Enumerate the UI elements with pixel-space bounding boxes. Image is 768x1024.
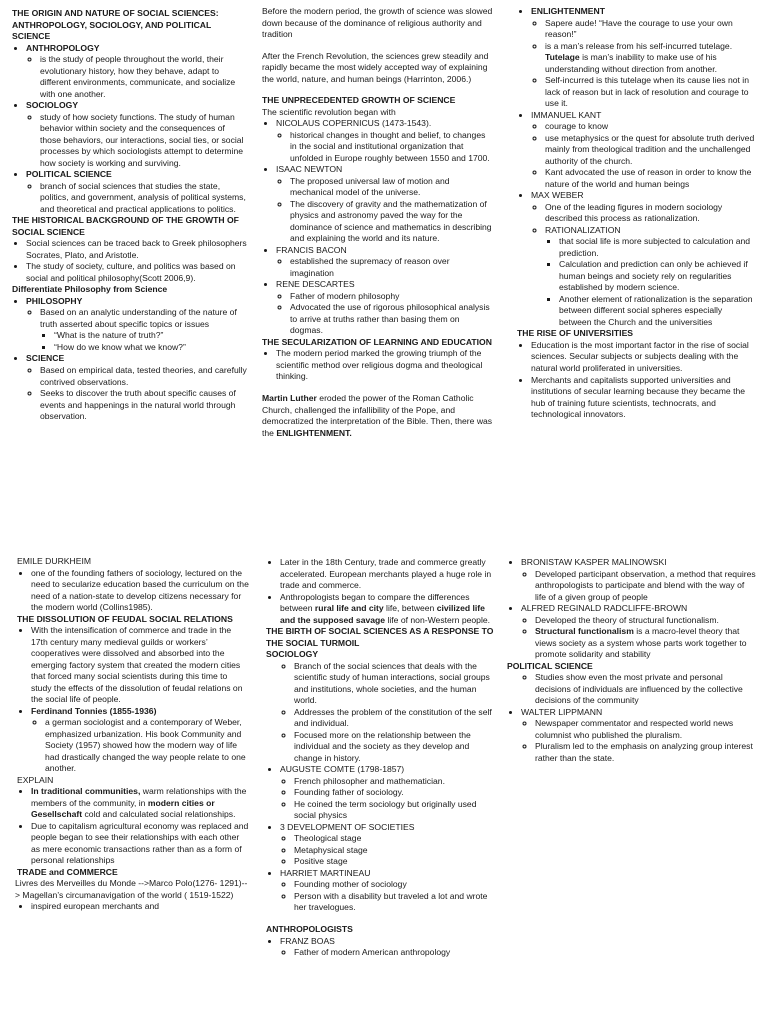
list-item: ◦ historical changes in thought and belief, to changes in the social and institutional organization that unfolded in Europe roughly between 1550 and 1700. (290, 130, 494, 165)
list-item: • The modern period marked the growing triumph of the scientific method over religious dogma and theological thinking. (276, 348, 494, 383)
list-item: ◦ Advocated the use of rigorous philosophical analysis to arrive at truths rather than basing them on dogmas. (290, 302, 494, 337)
section-heading: POLITICAL SCIENCE (507, 660, 593, 671)
column-1-top (12, 8, 248, 423)
list-item: ◦ Founding mother of sociology (294, 879, 494, 891)
list-item: • IMMANUEL KANT ◦ courage to know ◦ use metaphysics or the quest for absolute truth derived mainly from theological tradition and the unchallenged authority of the church. ◦ Kant advocated the use of reason in order to know the nature of the world and human beings (531, 110, 757, 191)
list-item: ◦ is a man’s release from his self-incurred tutelage. Tutelage is man’s inability to make use of his understanding without direction from another. (545, 41, 757, 76)
list-item: ◦ One of the leading figures in modern sociology described this process as rationalization. (545, 202, 757, 225)
column-3-bottom (507, 557, 757, 764)
list-item: ◦ Theological stage (294, 833, 494, 845)
section-heading: THE RISE OF UNIVERSITIES (517, 328, 634, 339)
list-item: • Education is the most important factor in the rise of social sciences. Secular subjects or subjects dealing with the natural world proliferated in universities. (531, 340, 757, 375)
section-heading: SOCIOLOGY (266, 649, 319, 660)
list-item: • Later in the 18th Century, trade and commerce greatly accelerated. European merchants played a huge role in trade and commerce. (280, 557, 494, 592)
section-heading: THE HISTORICAL BACKGROUND OF THE GROWTH OF SOCIAL SCIENCE (12, 215, 239, 237)
list-item: ◦ Structural functionalism is a macro-level theory that views society as a system whose parts work together to promote solidarity and stability (535, 626, 757, 661)
list-item: ▪ Another element of rationalization is the separation between different social spheres especially between the Church and the universities (559, 294, 757, 329)
list-item: ◦ use metaphysics or the quest for absolute truth derived mainly from theological tradition and the unchallenged authority of the church. (545, 133, 757, 168)
list-item: • inspired european merchants and (31, 901, 249, 913)
list-item: • In traditional communities, warm relationships with the members of the community, in modern cities or Gesellschaft cold and calculated social relationships. (31, 786, 249, 821)
list-item: ◦ Focused more on the relationship between the individual and the society as they develop and change in history. (294, 730, 494, 765)
list-item: ◦ Self-incurred is this tutelage when its cause lies not in lack of reason but in lack of resolution and courage to use it. (545, 75, 757, 110)
list-item: ◦ Seeks to discover the truth about specific causes of events and happenings in the natural world through observation. (40, 388, 248, 423)
list-item: • SOCIOLOGY ◦ study of how society functions. The study of human behavior within society and the consequences of those behaviors, our interactions, social ties, or social processes by which sociologists attempt to determine how society is working and surviving. (26, 100, 248, 169)
list-item: • RENE DESCARTES ◦ Father of modern philosophy ◦ Advocated the use of rigorous philosophical analysis to arrive at truths rather than basing them on dogmas. (276, 279, 494, 337)
list-item: ◦ Metaphysical stage (294, 845, 494, 857)
list-item: • ALFRED REGINALD RADCLIFFE-BROWN ◦ Developed the theory of structural functionalism. ◦ Structural functionalism is a macro-level theory that views society as a system whose parts work together to promote solidarity and stability (521, 603, 757, 661)
section-heading: TRADE and COMMERCE (17, 866, 118, 877)
list-item: ▪ “How do we know what we know?” (54, 342, 248, 354)
list-item: ◦ Addresses the problem of the constitution of the self and individual. (294, 707, 494, 730)
list-item: • Merchants and capitalists supported universities and institutions of secular learning because they became the hub of training future scientists, technocrats, and technological innovators. (531, 375, 757, 421)
list-item: ◦ Studies show even the most private and personal decisions of individuals are influenced by the collective decisions of the community (535, 672, 757, 707)
list-item: ◦ branch of social sciences that studies the state, politics, and government, analysis of political systems, and theoretical and practical applications to politics. (40, 181, 248, 216)
list-item: ◦ study of how society functions. The study of human behavior within society and the consequences of those behaviors, our interactions, social ties, or social processes by which sociologists attempt to determine how society is working and surviving. (40, 112, 248, 170)
list-item: • POLITICAL SCIENCE ◦ branch of social sciences that studies the state, politics, and government, analysis of political systems, and theoretical and practical applications to politics. (26, 169, 248, 215)
list-item: ◦ courage to know (545, 121, 757, 133)
list-item: • FRANCIS BACON ◦ established the supremacy of reason over imagination (276, 245, 494, 280)
paragraph: After the French Revolution, the sciences grew steadily and rapidly became the most widely accepted way of explaining the world, nature, and human beings (Harrinton, 2006.) (262, 50, 489, 84)
list-item: ◦ Pluralism led to the emphasis on analyzing group interest rather than the state. (535, 741, 757, 764)
list-item: • MAX WEBER ◦ One of the leading figures in modern sociology described this process as rationalization. ◦ RATIONALIZATION ▪ that social life is more subjected to calculation and prediction. ▪ Calculation and prediction can only be achieved if human beings and society rely on regularities established by modern science. ▪ Another element of rationalization is the separation between different social spheres especially between the Church and the universities (531, 190, 757, 328)
list-item: ◦ He coined the term sociology but originally used social physics (294, 799, 494, 822)
list-item: • Anthropologists began to compare the differences between rural life and city life, between civilized life and the supposed savage life of non-Western people. (280, 592, 494, 627)
list-item: ◦ Developed the theory of structural functionalism. (535, 615, 757, 627)
list-item: ▪ “What is the nature of truth?” (54, 330, 248, 342)
section-heading: THE DISSOLUTION OF FEUDAL SOCIAL RELATIONS (17, 613, 233, 624)
paragraph: Martin Luther eroded the power of the Roman Catholic Church, challenged the infallibility of the Pope, and democratized the interpretation of the Bible. Then, there was the ENLIGHTENMENT. (262, 392, 493, 438)
list-item: ◦ Person with a disability but traveled a lot and wrote her travelogues. (294, 891, 494, 914)
list-item: ◦ Father of modern philosophy (290, 291, 494, 303)
list-item: • ANTHROPOLOGY ◦ is the study of people throughout the world, their evolutionary history, how they behave, adapt to different environments, communicate, and socialize with one another. (26, 43, 248, 101)
list-item: ◦ French philosopher and mathematician. (294, 776, 494, 788)
list-item: ◦ Branch of the social sciences that deals with the scientific study of human interactions, social groups and institutions, whole societies, and the human world. (294, 661, 494, 707)
list-item: ▪ that social life is more subjected to calculation and prediction. (559, 236, 757, 259)
list-item: • 3 DEVELOPMENT OF SOCIETIES ◦ Theological stage ◦ Metaphysical stage ◦ Positive stage (280, 822, 494, 868)
list-item: ◦ Kant advocated the use of reason in order to know the nature of the world and human beings (545, 167, 757, 190)
section-heading: THE UNPRECEDENTED GROWTH OF SCIENCE (262, 95, 456, 106)
list-item: ◦ The discovery of gravity and the mathematization of physics and astronomy paved the way for the dominance of science and mathematics in describing and explaining the world and its nature. (290, 199, 494, 245)
list-item: ◦ a german sociologist and a contemporary of Weber, emphasized urbanization. His book Community and Society (1957) showed how the modern way of life had drastically changed the way people relate to one another. (45, 717, 249, 775)
paragraph: The scientific revolution began with (262, 106, 396, 117)
list-item: ◦ Positive stage (294, 856, 494, 868)
list-item: • Ferdinand Tonnies (1855-1936) ◦ a german sociologist and a contemporary of Weber, emphasized urbanization. His book Community and Society (1957) showed how the modern way of life had drastically changed the way people relate to one another. (31, 706, 249, 775)
list-item: ◦ Sapere aude! “Have the courage to use your own reason!” (545, 18, 757, 41)
column-3-top (517, 6, 757, 421)
list-item: • BRONISTAW KASPER MALINOWSKI ◦ Developed participant observation, a method that requires anthropologists to participate and blend with the way of life of a given group of people (521, 557, 757, 603)
list-item: • ISAAC NEWTON ◦ The proposed universal law of motion and mechanical model of the universe. ◦ The discovery of gravity and the mathematization of physics and astronomy paved the way for the dominance of science and mathematics in describing and explaining the world and its nature. (276, 164, 494, 245)
list-item: • NICOLAUS COPERNICUS (1473-1543). ◦ historical changes in thought and belief, to changes in the social and institutional organization that unfolded in Europe roughly between 1550 and 1700. (276, 118, 494, 164)
list-item: • The study of society, culture, and politics was based on social and political philosophy(Scott 2006,9). (26, 261, 248, 284)
list-item: ◦ Founding father of sociology. (294, 787, 494, 799)
list-item: • AUGUSTE COMTE (1798-1857) ◦ French philosopher and mathematician. ◦ Founding father of sociology. ◦ He coined the term sociology but originally used social physics (280, 764, 494, 822)
section-heading: THE SECULARIZATION OF LEARNING AND EDUCATION (262, 336, 492, 347)
list-item: • HARRIET MARTINEAU ◦ Founding mother of sociology ◦ Person with a disability but traveled a lot and wrote her travelogues. (280, 868, 494, 914)
list-item: • ENLIGHTENMENT ◦ Sapere aude! “Have the courage to use your own reason!” ◦ is a man’s release from his self-incurred tutelage. Tutelage is man’s inability to make use of his understanding without direction from another. ◦ Self-incurred is this tutelage when its cause lies not in lack of reason but in lack of resolution and courage to use it. (531, 6, 757, 110)
section-heading: Differentiate Philosophy from Science (12, 284, 168, 295)
list-item: • FRANZ BOAS ◦ Father of modern American anthropology (280, 936, 494, 959)
list-item: ◦ established the supremacy of reason over imagination (290, 256, 494, 279)
list-item: ◦ RATIONALIZATION ▪ that social life is more subjected to calculation and prediction. ▪ Calculation and prediction can only be achieved if human beings and society rely on regularities established by modern science. ▪ Another element of rationalization is the separation between different social spheres especially between the Church and the universities (545, 225, 757, 329)
list-item: ◦ Based on empirical data, tested theories, and carefully contrived observations. (40, 365, 248, 388)
paragraph: EXPLAIN (17, 774, 54, 785)
section-heading: ANTHROPOLOGISTS (266, 923, 353, 934)
list-item: ◦ Developed participant observation, a method that requires anthropologists to participate and blend with the way of life of a given group of people (535, 569, 757, 604)
list-item: ◦ Newspaper commentator and respected world news columnist who published the pluralism. (535, 718, 757, 741)
column-2-top (262, 6, 494, 439)
list-item: • With the intensification of commerce and trade in the 17th century many medieval guilds or workers’ cooperatives were dissolved and absorbed into the emerging factory system that created the modern cities that forced many social scientists during this time to study the effects of the dissolution of feudal relations on the social life of people. (31, 625, 249, 706)
page-title: THE ORIGIN AND NATURE OF SOCIAL SCIENCES: ANTHROPOLOGY, SOCIOLOGY, AND POLITICAL SCIENCE (12, 8, 219, 42)
column-2-bottom (266, 557, 494, 959)
list-item: ◦ Based on an analytic understanding of the nature of truth asserted about specific topics or issues ▪ “What is the nature of truth?” ▪ “How do we know what we know?” (40, 307, 248, 353)
list-item: ▪ Calculation and prediction can only be achieved if human beings and society rely on regularities established by modern science. (559, 259, 757, 294)
list-item: ◦ Father of modern American anthropology (294, 947, 494, 959)
list-item: • SCIENCE ◦ Based on empirical data, tested theories, and carefully contrived observations. ◦ Seeks to discover the truth about specific causes of events and happenings in the natural world through observation. (26, 353, 248, 422)
paragraph: Before the modern period, the growth of science was slowed down because of the dominance of religious authority and tradition (262, 6, 493, 40)
list-item: ◦ is the study of people throughout the world, their evolutionary history, how they behave, adapt to different environments, communicate, and socialize with one another. (40, 54, 248, 100)
column-1-bottom (17, 556, 249, 913)
list-item: • Social sciences can be traced back to Greek philosophers Socrates, Plato, and Aristotle. (26, 238, 248, 261)
paragraph: Livres des Merveilles du Monde -->Marco Polo(1276- 1291)--> Magellan’s circumanavigation of the world ( 1519-1522) (15, 878, 248, 900)
section-heading: THE BIRTH OF SOCIAL SCIENCES AS A RESPONSE TO THE SOCIAL TURMOIL (266, 626, 494, 648)
list-item: • one of the founding fathers of sociology, lectured on the need to secularize education based the curriculum on the need of a nation-state to develop citizens necessary for the modern world (Collins1985). (31, 568, 249, 614)
list-item: • PHILOSOPHY ◦ Based on an analytic understanding of the nature of truth asserted about specific topics or issues ▪ “What is the nature of truth?” ▪ “How do we know what we know?” (26, 296, 248, 354)
list-item: • Due to capitalism agricultural economy was replaced and people began to see their relationships with each other as mere economic transactions rather than as a form of personal relationships (31, 821, 249, 867)
paragraph: EMILE DURKHEIM (17, 556, 92, 566)
list-item: ◦ The proposed universal law of motion and mechanical model of the universe. (290, 176, 494, 199)
list-item: • WALTER LIPPMANN ◦ Newspaper commentator and respected world news columnist who published the pluralism. ◦ Pluralism led to the emphasis on analyzing group interest rather than the state. (521, 707, 757, 765)
